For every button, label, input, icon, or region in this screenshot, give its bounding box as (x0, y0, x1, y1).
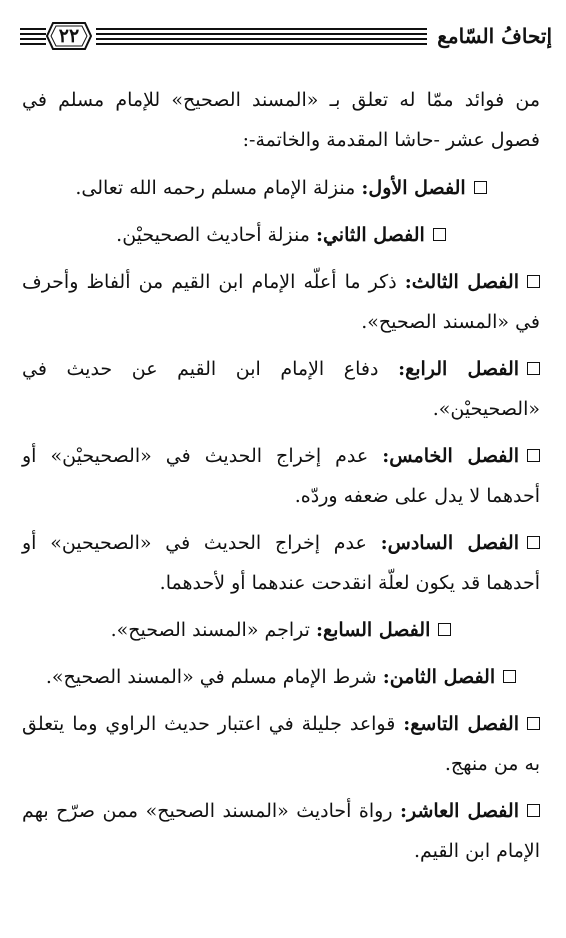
book-title: إتحافُ السّامع (437, 24, 552, 48)
chapter-label: الفصل السادس: (380, 532, 520, 554)
square-bullet-icon (527, 804, 540, 817)
chapter-item (22, 704, 540, 784)
chapter-label: الفصل الأول: (361, 177, 466, 199)
page-number-badge (46, 21, 92, 51)
square-bullet-icon (527, 717, 540, 730)
square-bullet-icon (527, 449, 540, 462)
chapter-label: الفصل التاسع: (403, 713, 520, 735)
square-bullet-icon (433, 228, 446, 241)
chapter-label: الفصل الثالث: (404, 271, 519, 293)
chapter-label: الفصل الثامن: (382, 666, 496, 688)
chapter-text: عدم إخراج الحديث في «الصحيحيْن» أو أحدهما لا يدل على ضعفه وردّه. (22, 445, 540, 507)
chapter-item (22, 168, 540, 208)
page-header (20, 14, 552, 58)
chapter-item (22, 262, 540, 342)
square-bullet-icon (474, 181, 487, 194)
chapter-label: الفصل الخامس: (382, 445, 519, 467)
chapter-item (22, 349, 540, 429)
square-bullet-icon (503, 670, 516, 683)
chapter-item (22, 215, 540, 255)
page-number: ٢٢ (58, 25, 80, 47)
chapter-text: ذكر ما أعلّه الإمام ابن القيم من ألفاظ وأحرف في «المسند الصحيح». (22, 271, 540, 333)
chapter-text: دفاع الإمام ابن القيم عن حديث في «الصحيحيْن». (22, 358, 540, 420)
square-bullet-icon (527, 362, 540, 375)
chapter-text: منزلة أحاديث الصحيحيْن. (116, 224, 310, 246)
chapter-label: الفصل الرابع: (398, 358, 520, 380)
chapter-item (22, 791, 540, 871)
chapter-text: رواة أحاديث «المسند الصحيح» ممن صرّح بهم الإمام ابن القيم. (22, 800, 540, 862)
header-rule-tail (20, 28, 46, 45)
square-bullet-icon (438, 623, 451, 636)
chapter-text: عدم إخراج الحديث في «الصحيحين» أو أحدهما قد يكون لعلّة انقدحت عندهما أو لأحدهما. (22, 532, 540, 594)
chapter-label: الفصل العاشر: (399, 800, 519, 822)
chapter-label: الفصل الثاني: (315, 224, 425, 246)
page-body (22, 80, 540, 878)
chapter-item (22, 436, 540, 516)
square-bullet-icon (527, 536, 540, 549)
chapter-text: قواعد جليلة في اعتبار حديث الراوي وما يتعلق به من منهج. (22, 713, 540, 775)
chapter-item (22, 657, 540, 697)
chapter-item (22, 610, 540, 650)
intro-paragraph: من فوائد ممّا له تعلق بـ «المسند الصحيح» للإمام مسلم في فصول عشر -حاشا المقدمة والخاتمة-: (22, 89, 540, 151)
chapter-text: منزلة الإمام مسلم رحمه الله تعالى. (75, 177, 356, 199)
chapter-label: الفصل السابع: (315, 619, 431, 641)
chapter-text: تراجم «المسند الصحيح». (110, 619, 310, 641)
chapter-text: شرط الإمام مسلم في «المسند الصحيح». (45, 666, 377, 688)
header-rule (92, 28, 431, 45)
square-bullet-icon (527, 275, 540, 288)
chapter-item (22, 523, 540, 603)
